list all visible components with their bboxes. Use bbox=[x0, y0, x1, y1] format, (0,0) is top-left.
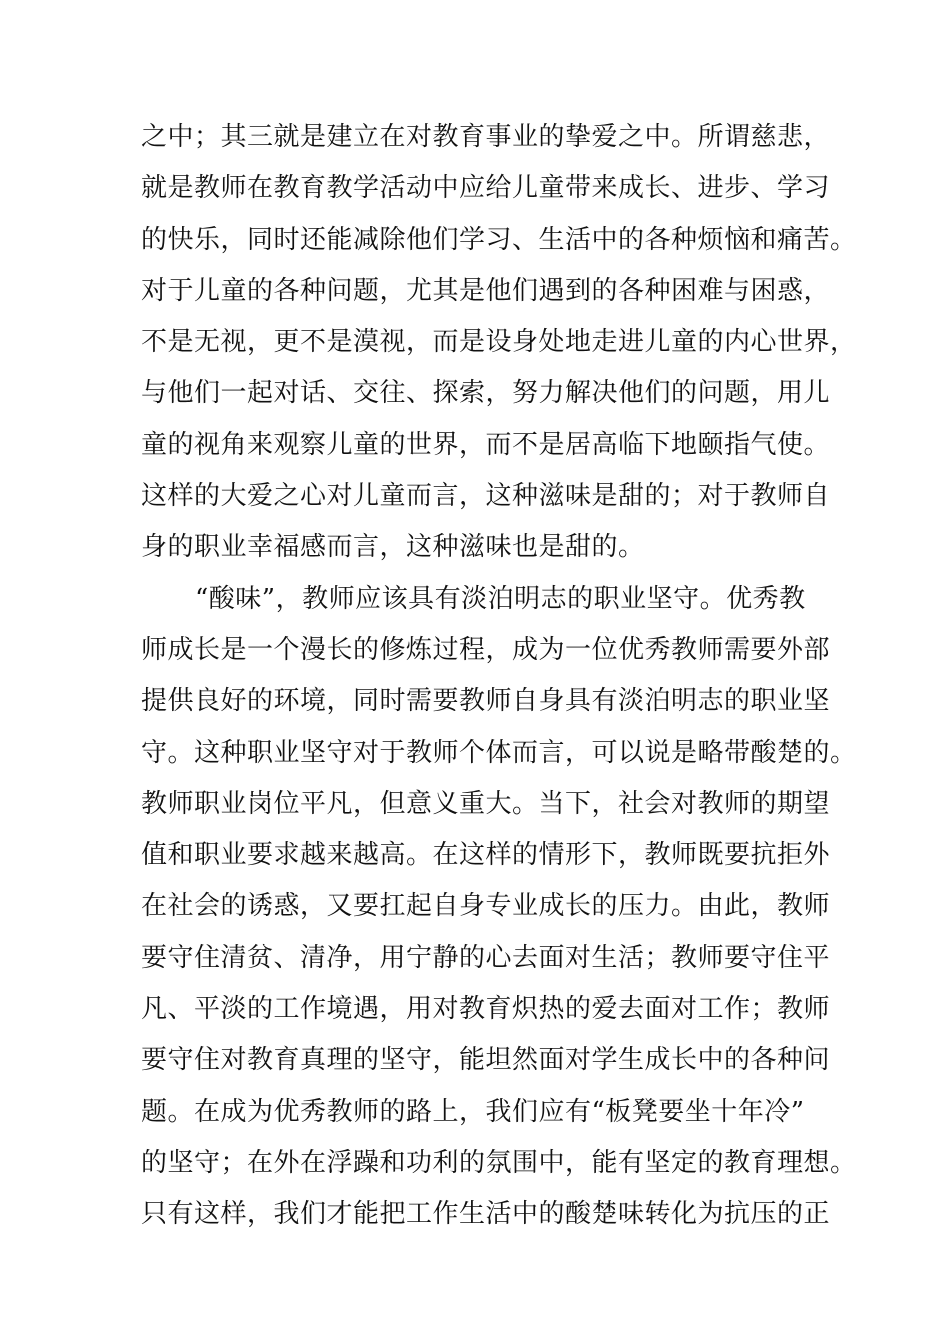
text-line: 的快乐，同时还能减除他们学习、生活中的各种烦恼和痛苦。 bbox=[141, 224, 857, 255]
text-line: 这样的大爱之心对儿童而言，这种滋味是甜的；对于教师自 bbox=[141, 481, 831, 512]
text-line: 的坚守；在外在浮躁和功利的氛围中，能有坚定的教育理想。 bbox=[141, 1147, 857, 1178]
text-line: 不是无视，更不是漠视，而是设身处地走进儿童的内心世界， bbox=[141, 327, 857, 358]
text-line: 教师职业岗位平凡，但意义重大。当下，社会对教师的期望 bbox=[141, 788, 831, 819]
text-line: 守。这种职业坚守对于教师个体而言，可以说是略带酸楚的。 bbox=[141, 737, 857, 768]
paragraph-start-line: “酸味”，教师应该具有淡泊明志的职业坚守。优秀教 bbox=[195, 583, 806, 614]
text-line: 师成长是一个漫长的修炼过程，成为一位优秀教师需要外部 bbox=[141, 634, 831, 665]
text-line: 值和职业要求越来越高。在这样的情形下，教师既要抗拒外 bbox=[141, 840, 831, 871]
text-line: 童的视角来观察儿童的世界，而不是居高临下地颐指气使。 bbox=[141, 429, 831, 460]
text-line: 与他们一起对话、交往、探索，努力解决他们的问题，用儿 bbox=[141, 378, 831, 409]
text-line: 在社会的诱惑，又要扛起自身专业成长的压力。由此，教师 bbox=[141, 891, 831, 922]
text-line: 就是教师在教育教学活动中应给儿童带来成长、进步、学习 bbox=[141, 173, 831, 204]
text-line: 对于儿童的各种问题，尤其是他们遇到的各种困难与困惑， bbox=[141, 275, 831, 306]
text-line: 提供良好的环境，同时需要教师自身具有淡泊明志的职业坚 bbox=[141, 686, 831, 717]
text-line: 题。在成为优秀教师的路上，我们应有“板凳要坐十年冷” bbox=[141, 1096, 805, 1127]
text-line: 只有这样，我们才能把工作生活中的酸楚味转化为抗压的正 bbox=[141, 1199, 831, 1230]
text-line: 要守住清贫、清净，用宁静的心去面对生活；教师要守住平 bbox=[141, 942, 831, 973]
text-line: 凡、平淡的工作境遇，用对教育炽热的爱去面对工作；教师 bbox=[141, 994, 831, 1025]
body-text bbox=[141, 112, 857, 1241]
text-line: 要守住对教育真理的坚守，能坦然面对学生成长中的各种问 bbox=[141, 1045, 831, 1076]
text-line: 之中；其三就是建立在对教育事业的挚爱之中。所谓慈悲， bbox=[141, 122, 831, 152]
text-line: 身的职业幸福感而言，这种滋味也是甜的。 bbox=[141, 532, 645, 563]
